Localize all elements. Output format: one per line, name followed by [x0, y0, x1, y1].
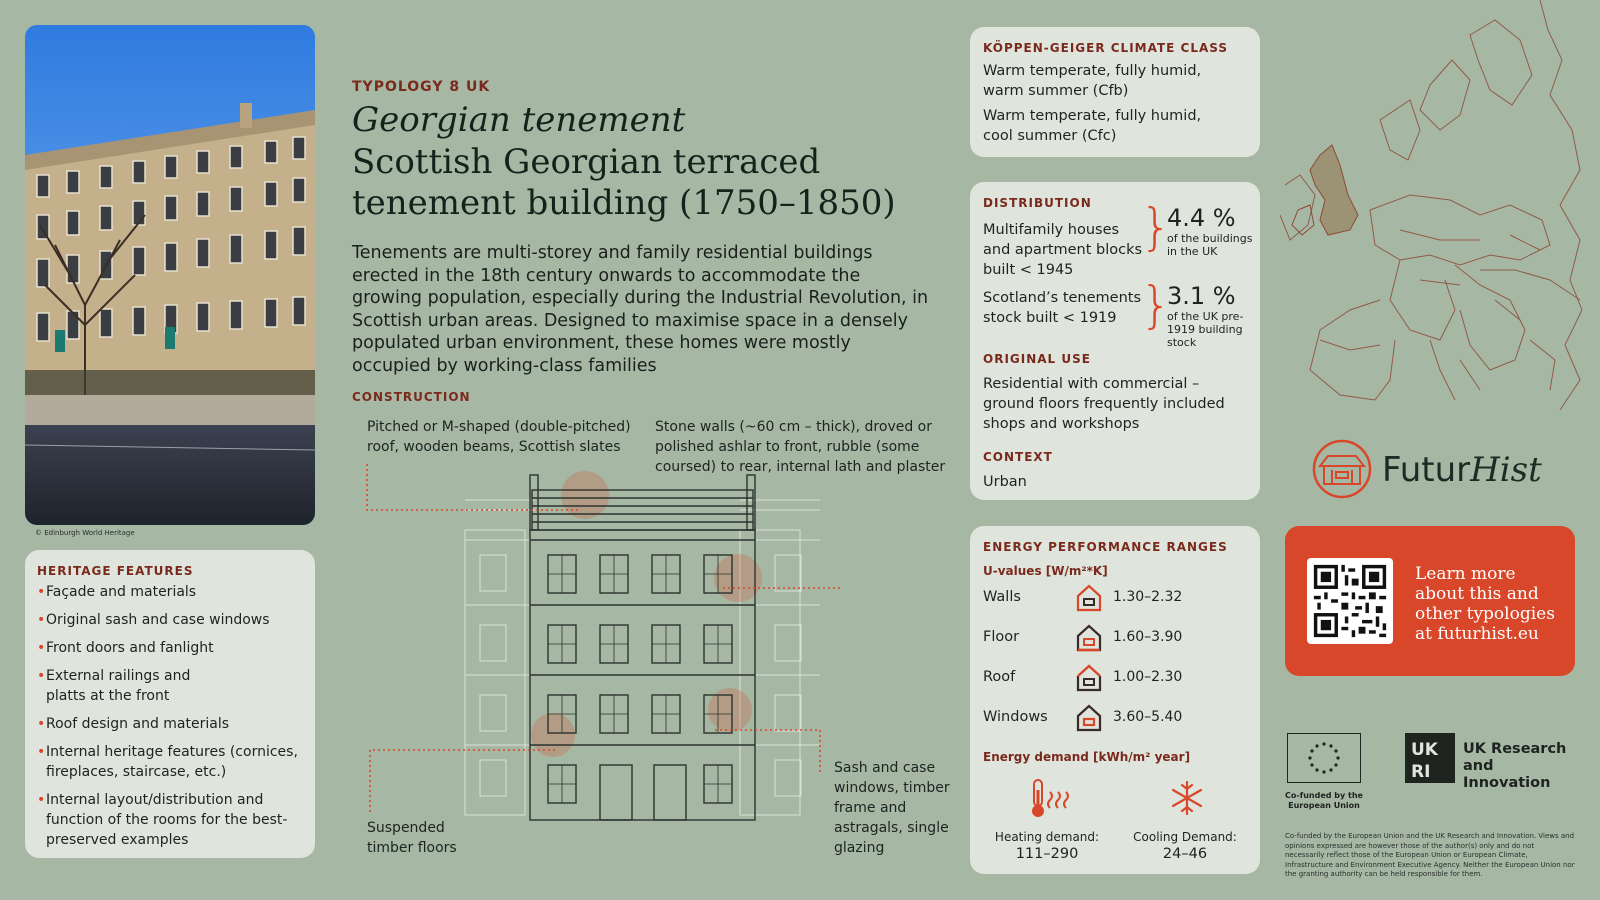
ukri-logo-icon	[1405, 733, 1455, 783]
house-icon	[1075, 663, 1103, 693]
heating-label: Heating demand:	[994, 830, 1100, 844]
house-icon	[1075, 623, 1103, 653]
ukri-logo	[1405, 733, 1580, 791]
uvalue-value: 1.60–3.90	[1113, 629, 1183, 645]
uvalue-value: 3.60–5.40	[1113, 709, 1183, 725]
energy-heading: ENERGY PERFORMANCE RANGES	[983, 540, 1228, 554]
uvalue-value: 1.30–2.32	[1113, 589, 1183, 605]
heritage-list	[37, 582, 303, 850]
list-item: • Internal layout/distribution and function of the rooms for the best-preserved examples	[37, 790, 303, 850]
futurhist-logo	[1310, 438, 1570, 500]
distribution-note-multifamily: of the buildings in the UK	[1167, 232, 1253, 258]
snowflake-icon	[1169, 780, 1205, 816]
uvalue-row-walls	[983, 581, 1247, 615]
house-icon	[1075, 703, 1103, 733]
distribution-heading: DISTRIBUTION	[983, 196, 1092, 210]
brace-icon: }	[1140, 276, 1172, 334]
climate-class-cfc: Warm temperate, fully humid, cool summer (Cfc)	[983, 108, 1202, 144]
context-heading: CONTEXT	[983, 450, 1053, 464]
energy-performance-card	[970, 526, 1260, 874]
house-icon	[1075, 583, 1103, 613]
futurhist-logo-icon	[1310, 438, 1374, 500]
distribution-label-multifamily: Multifamily houses and apartment blocks built < 1945	[983, 222, 1143, 278]
uvalue-label: Windows	[983, 709, 1048, 725]
distribution-value-multifamily: 4.4 %	[1167, 204, 1236, 232]
logo-futur: Futur	[1382, 450, 1471, 490]
uvalue-label: Floor	[983, 629, 1020, 645]
climate-class-card	[970, 27, 1260, 157]
thermometer-heat-icon	[1028, 778, 1072, 820]
climate-class-cfb: Warm temperate, fully humid, warm summer (Cfb)	[983, 63, 1202, 99]
windows-annotation: Sash and case windows, timber frame and astragals, single glazing	[834, 760, 950, 856]
heritage-heading: HERITAGE FEATURES	[37, 564, 194, 578]
eu-flag-icon	[1287, 733, 1361, 783]
funding-disclaimer: Co-funded by the European Union and the UK Research and Innovation. Views and opinions expressed are however those of the author(s) only and do not necessarily reflect those of the European Union or European Climate, Infrastructure and Environment Executive Agency. Neither the European Union nor the granting authority can be held responsible for them.	[1285, 832, 1575, 878]
svg-text:UK: UK	[1411, 740, 1438, 760]
uvalues-heading: U-values [W/m²*K]	[983, 564, 1108, 578]
heritage-features-card	[25, 550, 315, 858]
list-item: • Original sash and case windows	[37, 610, 303, 630]
eu-caption: Co-funded by the European Union	[1285, 791, 1363, 810]
logo-hist: Hist	[1470, 450, 1542, 490]
list-item: • External railings and platts at the front	[37, 666, 303, 706]
context-text: Urban	[983, 474, 1027, 490]
uvalue-row-roof	[983, 661, 1247, 695]
list-item: • Internal heritage features (cornices, fireplaces, staircase, etc.)	[37, 742, 303, 782]
list-item: • Front doors and fanlight	[37, 638, 303, 658]
cooling-label: Cooling Demand:	[1133, 830, 1237, 844]
list-item: • Façade and materials	[37, 582, 303, 602]
original-use-heading: ORIGINAL USE	[983, 352, 1091, 366]
roof-annotation: Pitched or M-shaped (double-pitched) roof, wooden beams, Scottish slates	[367, 419, 631, 455]
floors-annotation: Suspended timber floors	[367, 820, 457, 856]
svg-text:RI: RI	[1411, 762, 1431, 782]
energy-demand-heading: Energy demand [kWh/m² year]	[983, 750, 1191, 764]
distribution-value-tenements: 3.1 %	[1167, 282, 1236, 310]
walls-annotation: Stone walls (~60 cm – thick), droved or polished ashlar to front, rubble (some coursed) to rear, internal lath and plaster	[655, 419, 946, 475]
typology-label: TYPOLOGY 8 UK	[352, 79, 491, 95]
distribution-label-tenements: Scotland’s tenements stock built < 1919	[983, 290, 1142, 326]
uvalue-value: 1.00–2.30	[1113, 669, 1183, 685]
climate-heading: KÖPPEN-GEIGER CLIMATE CLASS	[983, 41, 1229, 55]
distribution-card	[970, 182, 1260, 500]
photo-credit: © Edinburgh World Heritage	[35, 529, 135, 537]
heating-value: 111–290	[1015, 846, 1079, 862]
cooling-value: 24–46	[1162, 846, 1208, 862]
list-item: • Roof design and materials	[37, 714, 303, 734]
original-use-text: Residential with commercial – ground floors frequently included shops and workshops	[983, 376, 1225, 432]
learn-more-card[interactable]	[1285, 526, 1575, 676]
intro-text: Tenements are multi-storey and family residential buildings erected in the 18th century onwards to accommodate the growing population, especially during the Industrial Revolution, in Scottish urban areas. Designed to maximise space in a densely populated urban environment, these homes were mostly occupied by working-class families	[352, 243, 929, 376]
page-title: Georgian tenement	[352, 100, 686, 140]
brace-icon: }	[1140, 198, 1172, 256]
construction-heading: CONSTRUCTION	[352, 390, 471, 404]
distribution-note-tenements: of the UK pre-1919 building stock	[1167, 310, 1244, 349]
europe-map	[1280, 0, 1600, 425]
building-photo	[25, 25, 315, 525]
uvalue-label: Roof	[983, 669, 1016, 685]
learn-more-text[interactable]: Learn more about this and other typologies at futurhist.eu	[1415, 564, 1555, 644]
page-subtitle: Scottish Georgian terraced tenement building (1750–1850)	[352, 142, 896, 223]
ukri-name: UK Research and Innovation	[1463, 741, 1567, 791]
uvalue-row-windows	[983, 701, 1247, 735]
building-elevation-drawing	[360, 460, 840, 840]
uvalue-label: Walls	[983, 589, 1021, 605]
eu-logo	[1287, 733, 1363, 811]
qr-code-icon[interactable]	[1307, 558, 1393, 644]
uvalue-row-floor	[983, 621, 1247, 655]
